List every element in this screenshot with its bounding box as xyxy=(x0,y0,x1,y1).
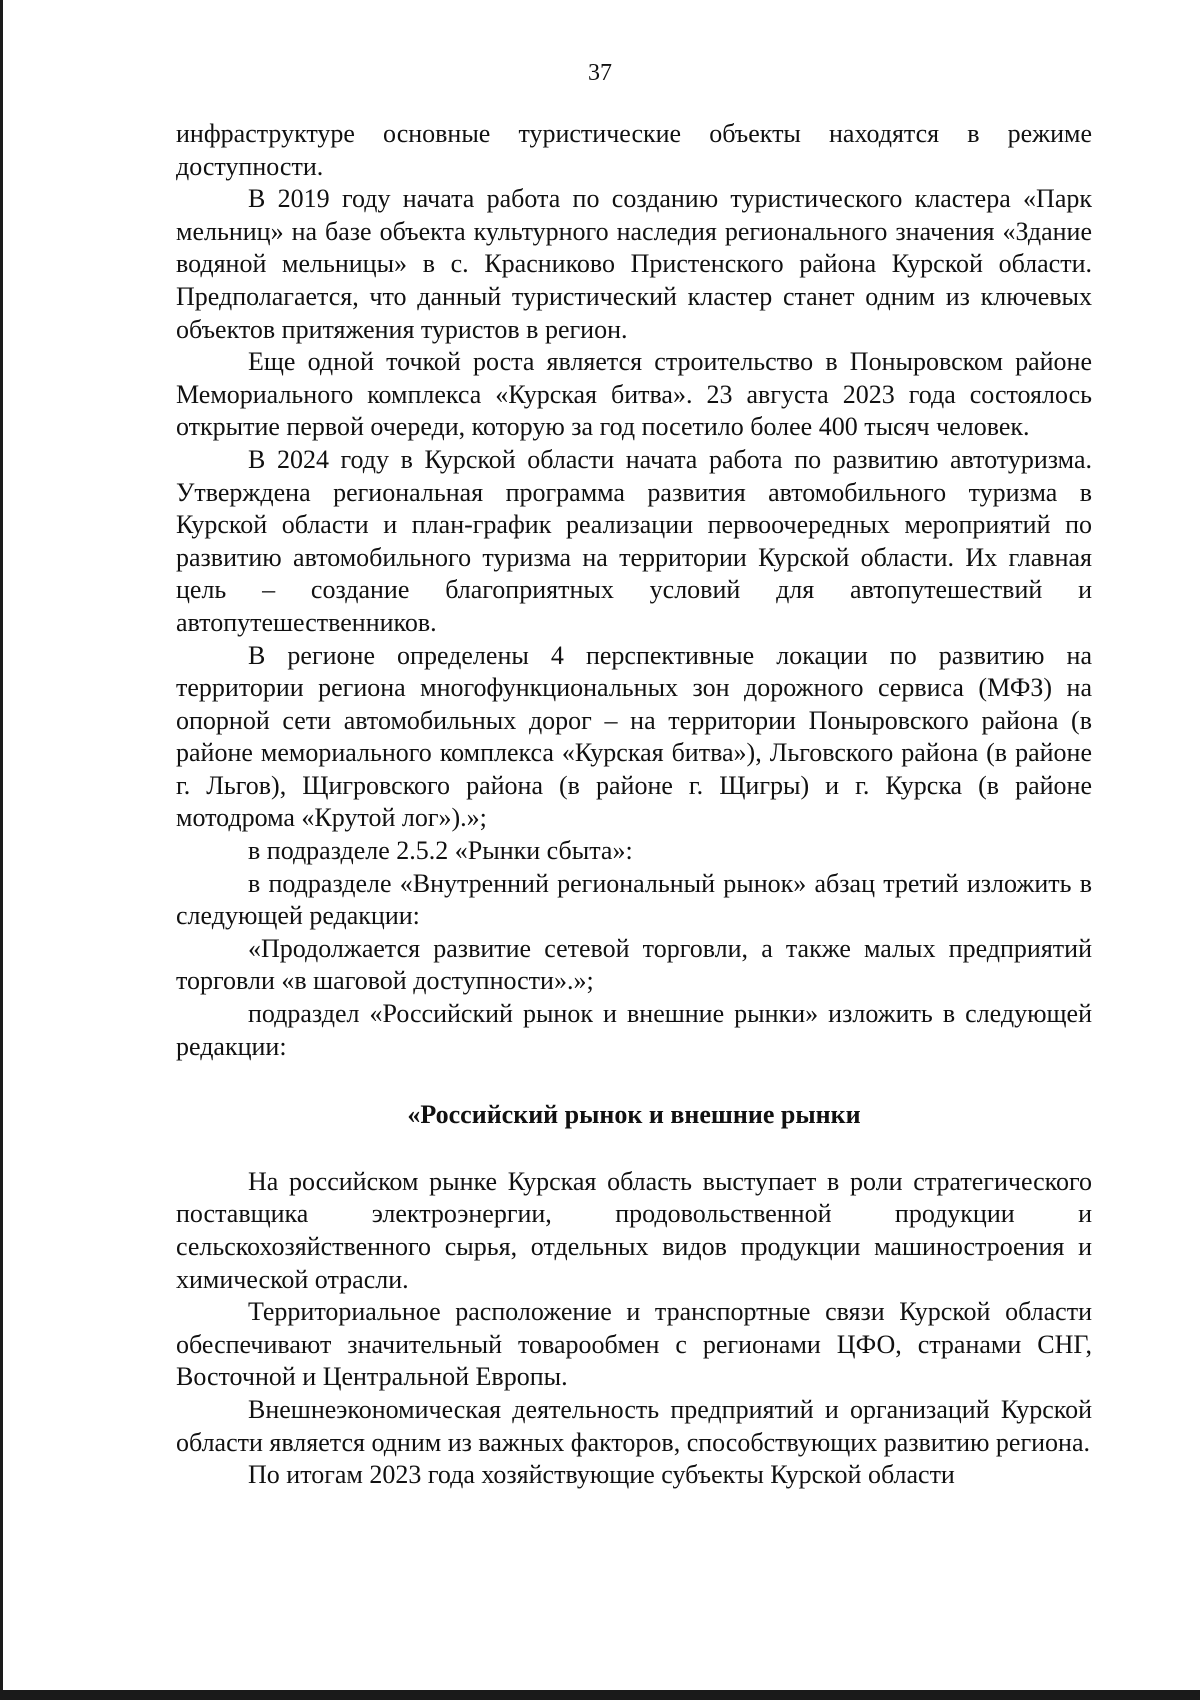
paragraph: Еще одной точкой роста является строительство в Поныровском районе Мемориального комплекса «Курская битва». 23 августа 2023 года состоялось открытие первой очереди, которую за год посетило более 400 тысяч человек. xyxy=(176,347,1092,442)
section-heading: «Российский рынок и внешние рынки xyxy=(407,1100,861,1130)
paragraph: «Продолжается развитие сетевой торговли, а также малых предприятий торговли «в шаговой доступности».»; xyxy=(176,933,1092,996)
paragraph: В 2024 году в Курской области начата работа по развитию автотуризма. Утверждена региональная программа развития автомобильного туризма в Курской области и план-график реализации первоочередных мероприятий по развитию автомобильного туризма на территории Курской области. Их главная цель – создание благоприятных условий для автопутешествий и автопутешественников. xyxy=(176,444,1092,637)
scan-edge-left xyxy=(0,0,3,1700)
document-text-body xyxy=(176,118,1092,1492)
paragraph: По итогам 2023 года хозяйствующие субъекты Курской области xyxy=(248,1460,955,1490)
scan-edge-bottom xyxy=(0,1690,1200,1700)
paragraph: На российском рынке Курская область выступает в роли стратегического поставщика электроэнергии, продовольственной продукции и сельскохозяйственного сырья, отдельных видов продукции машиностроения и химической отрасли. xyxy=(176,1166,1092,1294)
paragraph: Территориальное расположение и транспортные связи Курской области обеспечивают значительный товарообмен с регионами ЦФО, странами СНГ, Восточной и Центральной Европы. xyxy=(176,1297,1092,1392)
paragraph: подраздел «Российский рынок и внешние рынки» изложить в следующей редакции: xyxy=(176,999,1092,1061)
page-number: 37 xyxy=(588,60,612,86)
paragraph: В регионе определены 4 перспективные локации по развитию на территории региона многофункциональных зон дорожного сервиса (МФЗ) на опорной сети автомобильных дорог – на территории Поныровского района (в районе мемориального комплекса «Курская битва»), Льговского района (в районе г. Льгов), Щигровского района (в районе г. Щигры) и г. Курска (в районе мотодрома «Крутой лог»).»; xyxy=(176,640,1092,833)
paragraph: в подразделе 2.5.2 «Рынки сбыта»: xyxy=(248,836,633,866)
paragraph: инфраструктуре основные туристические объекты находятся в режиме доступности. xyxy=(176,119,1092,181)
paragraph: В 2019 году начата работа по созданию туристического кластера «Парк мельниц» на базе объекта культурного наследия регионального значения «Здание водяной мельницы» в с. Красниково Пристенского района Курской области. Предполагается, что данный туристический кластер станет одним из ключевых объектов притяжения туристов в регион. xyxy=(176,184,1092,344)
paragraph: Внешнеэкономическая деятельность предприятий и организаций Курской области является одним из важных факторов, способствующих развитию региона. xyxy=(176,1394,1092,1457)
paragraph: в подразделе «Внутренний региональный рынок» абзац третий изложить в следующей редакции: xyxy=(176,868,1092,931)
